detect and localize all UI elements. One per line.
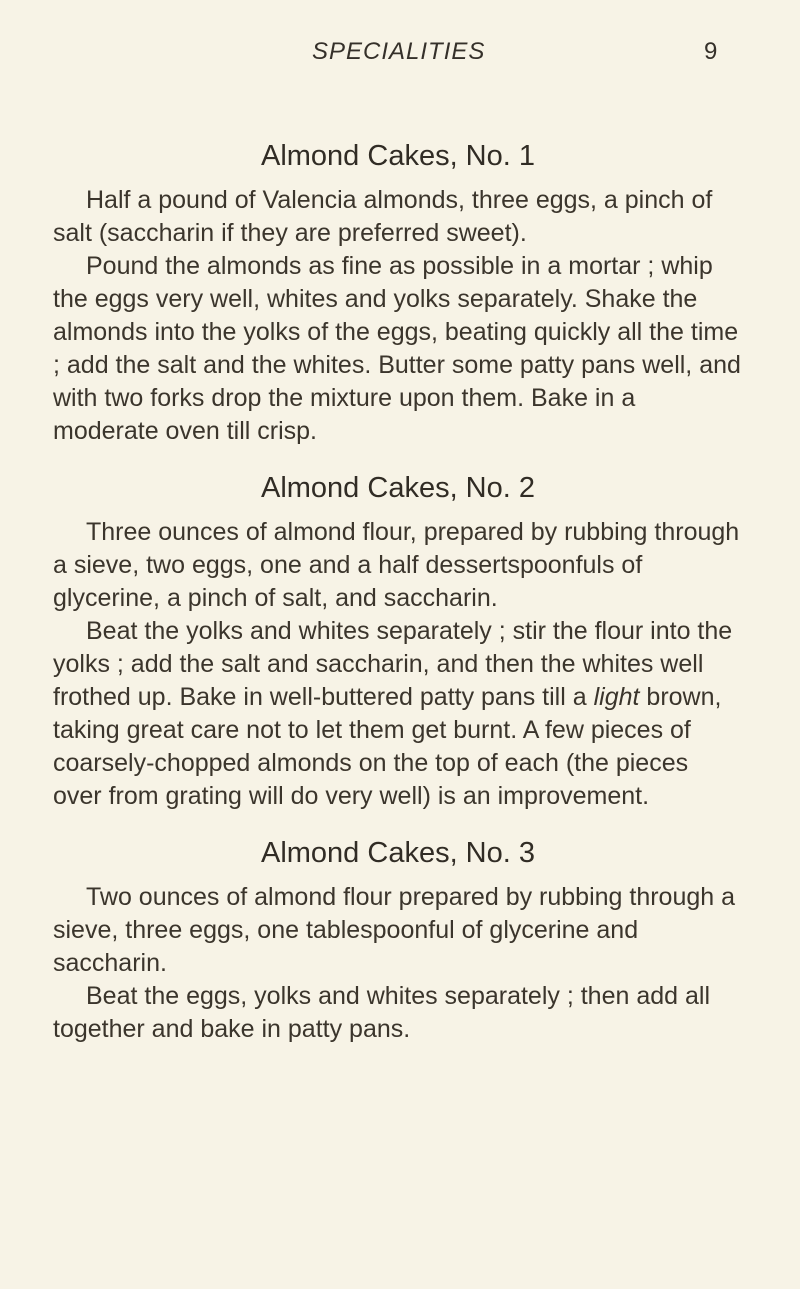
method-paragraph: Pound the almonds as fine as possible in a mortar ; whip the eggs very well, whites and yolks separately. Shake the almonds into the yolks of the eggs, beating quickly all the time ; add the salt and the whites. Butter some patty pans well, and with two forks drop the mixture upon them. Bake in a moderate oven till crisp.	[53, 252, 741, 445]
running-header	[0, 38, 800, 78]
italic-word-light: light	[593, 683, 640, 711]
ingredients-paragraph: Two ounces of almond flour prepared by rubbing through a sieve, three eggs, one tablespoonful of glycerine and saccharin.	[53, 883, 736, 977]
method-paragraph	[53, 615, 743, 813]
recipe-content	[53, 140, 743, 1046]
recipe-section-almond-cakes-1	[53, 140, 743, 448]
ingredients-paragraph: Three ounces of almond flour, prepared by rubbing through a sieve, two eggs, one and a half dessertspoonfuls of glycerine, a pinch of salt, and saccharin.	[53, 518, 740, 612]
running-title: SPECIALITIES	[312, 38, 486, 65]
recipe-section-almond-cakes-3	[53, 837, 743, 1046]
method-text-after-italic: brown, taking great care not to let them get burnt. A few pieces of coarsely-chopped almonds on the top of each (the pieces over from grating will do very well) is an improvement.	[53, 683, 722, 810]
page-number: 9	[704, 38, 718, 65]
method-paragraph: Beat the eggs, yolks and whites separately ; then add all together and bake in patty pans.	[53, 982, 710, 1043]
recipe-title: Almond Cakes, No. 1	[260, 140, 535, 172]
recipe-title: Almond Cakes, No. 3	[260, 837, 535, 869]
recipe-section-almond-cakes-2	[53, 472, 743, 813]
ingredients-paragraph: Half a pound of Valencia almonds, three eggs, a pinch of salt (saccharin if they are preferred sweet).	[53, 186, 713, 247]
recipe-title: Almond Cakes, No. 2	[260, 472, 535, 504]
method-text-before-italic: Beat the yolks and whites separately ; stir the flour into the yolks ; add the salt and saccharin, and then the whites well frothed up. Bake in well-buttered patty pans till a	[53, 617, 733, 711]
